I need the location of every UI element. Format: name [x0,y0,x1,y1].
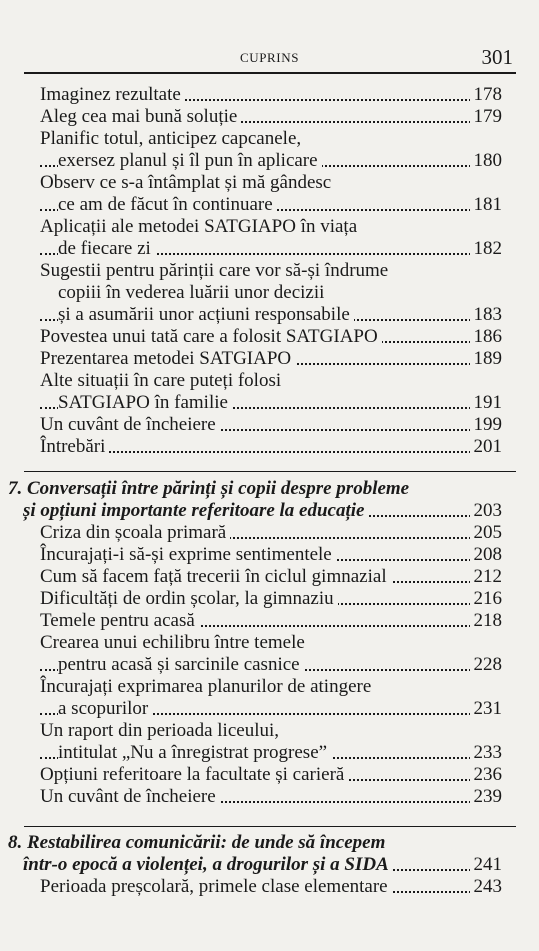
toc-entry [0,260,539,326]
toc-page-number: 201 [470,436,503,458]
toc-entry [0,370,539,414]
toc-entry [0,786,539,808]
toc-page-number: 218 [470,610,503,632]
toc-entry-text: 8. Restabilirea comunicării: de unde să începem [8,832,386,853]
toc-entry [0,216,539,260]
toc-entry [0,566,539,588]
toc-entry-text: Un cuvânt de încheiere [40,786,220,808]
toc-entry-text: Un raport din perioada liceului, [40,720,280,741]
toc-page-number: 182 [470,238,503,260]
toc-entry [0,106,539,128]
toc-entry [0,544,539,566]
toc-entry [0,720,539,764]
toc-page-number: 191 [470,392,503,414]
toc-entry-text: Cum să facem față trecerii în ciclul gimnazial [40,566,391,588]
toc-page-number: 180 [470,150,503,172]
toc-entry [0,764,539,786]
toc-entry [0,876,539,898]
toc-entry-text: Un cuvânt de încheiere [40,414,220,436]
running-header-title: CUPRINS [239,50,300,65]
toc-page-number: 236 [470,764,503,786]
header-rule [24,72,516,74]
toc-page-number: 228 [470,654,503,676]
toc-page-number: 241 [470,854,503,876]
toc-entry-text: Sugestii pentru părinții care vor să-și îndrume [40,260,389,281]
toc-entry-text: pentru acasă și sarcinile casnice [58,654,304,676]
toc-entry-text: Crearea unui echilibru între temele [40,632,305,653]
toc-entry-text: și opțiuni importante referitoare la educație [23,500,368,522]
toc-entry [0,414,539,436]
toc-entry-text: Criza din școala primară [40,522,230,544]
toc-page-number: 205 [470,522,503,544]
toc-entry [0,128,539,172]
toc-entry [0,632,539,676]
toc-page-number: 186 [470,326,503,348]
toc-page-number: 212 [470,566,503,588]
toc-entry-text: de fiecare zi [58,238,155,260]
toc-entry [0,84,539,106]
toc-entry [0,610,539,632]
toc-entry-text: Aleg cea mai bună soluție [40,106,241,128]
toc-entry-text: Aplicații ale metodei SATGIAPO în viața [40,216,358,237]
toc-entry-text: 7. Conversații între părinți și copii despre probleme [8,478,410,499]
toc-entry [0,348,539,370]
toc-page-number: 181 [470,194,503,216]
toc-entry [0,436,539,458]
toc-entry-text: SATGIAPO în familie [58,392,232,414]
toc-entry-text: Prezentarea metodei SATGIAPO [40,348,295,370]
toc-entry-text: a scopurilor [58,698,152,720]
toc-page-number: 208 [470,544,503,566]
toc-entry-text: intitulat „Nu a înregistrat progrese” [58,742,331,764]
toc-entry-text: Dificultăți de ordin școlar, la gimnaziu [40,588,338,610]
toc-entry-text: Alte situații în care puteți folosi [40,370,282,391]
toc-page-number: 183 [470,304,503,326]
toc-entry-text: Povestea unui tată care a folosit SATGIAPO [40,326,382,348]
toc-entry-text: și a asumării unor acțiuni responsabile [58,304,354,326]
page-number: 301 [481,45,513,69]
toc-entry-text: într-o epocă a violenței, a drogurilor și a SIDA [23,854,393,876]
toc-entry-text: Încurajați-i să-și exprime sentimentele [40,544,336,566]
toc-entry-text: ce am de făcut în continuare [58,194,277,216]
toc-entry-text: Opțiuni referitoare la facultate și carieră [40,764,348,786]
toc-entry-text: Planific totul, anticipez capcanele, [40,128,302,149]
toc-chapter-entry [0,478,539,522]
toc-entry-text: Observ ce s-a întâmplat și mă gândesc [40,172,332,193]
toc-entry-text: Perioada preșcolară, primele clase elementare [40,876,392,898]
toc-page-number: 243 [470,876,503,898]
toc-entry [0,522,539,544]
toc-entry [0,588,539,610]
toc-page-number: 179 [470,106,503,128]
toc-page-number: 233 [470,742,503,764]
toc-page-number: 178 [470,84,503,106]
toc-entry-text: exersez planul și îl pun în aplicare [58,150,322,172]
toc-entry-text: Imaginez rezultate [40,84,185,106]
toc-entry-text: Temele pentru acasă [40,610,199,632]
toc-page-number: 189 [470,348,503,370]
toc-entry [0,676,539,720]
toc-page-number: 216 [470,588,503,610]
section-divider [24,826,516,827]
toc-entry [0,326,539,348]
toc-page-number: 199 [470,414,503,436]
toc-page-number: 231 [470,698,503,720]
toc-chapter-entry [0,832,539,876]
toc-entry [0,172,539,216]
toc-page-number: 239 [470,786,503,808]
toc-entry-text: copiii în vederea luării unor decizii [58,282,325,303]
toc-entry-text: Întrebări [40,436,109,458]
toc-entry-text: Încurajați exprimarea planurilor de atingere [40,676,372,697]
toc-page-number: 203 [470,500,503,522]
section-divider [24,471,516,472]
